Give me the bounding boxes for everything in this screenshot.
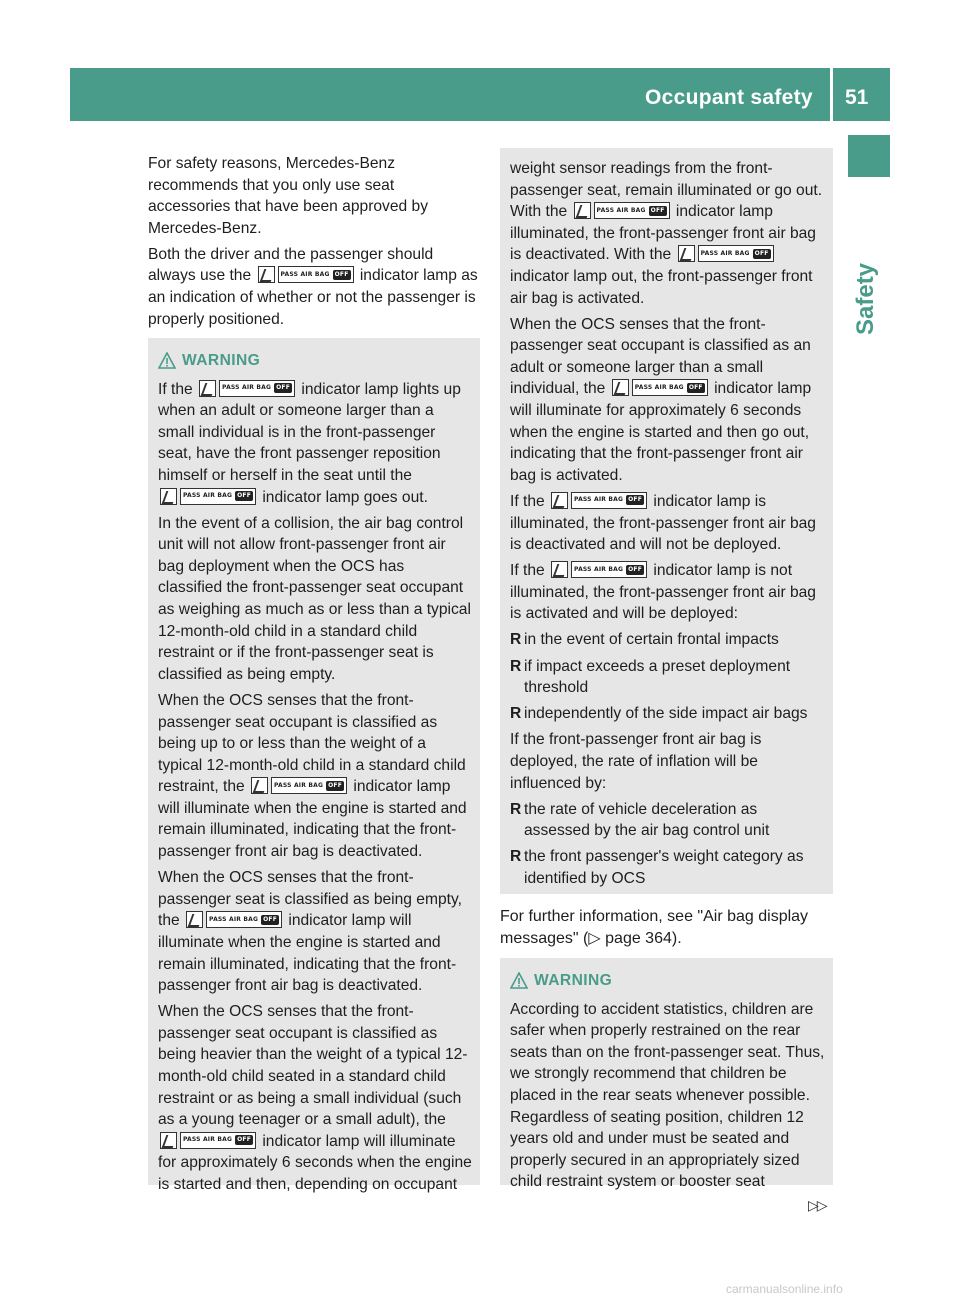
page-reference-arrow-icon: ▷ xyxy=(588,929,601,947)
warning-cont-paragraph-5: If the front-passenger front air bag is deployed, the rate of inflation will be influenced by: xyxy=(510,731,762,792)
section-tab-marker xyxy=(848,135,890,177)
warning-triangle-icon xyxy=(510,972,528,989)
bullet-marker: R xyxy=(510,800,522,818)
bullet-marker: R xyxy=(510,705,522,723)
header-divider xyxy=(830,68,833,121)
bullet-marker: R xyxy=(510,848,522,866)
pass-air-bag-off-indicator xyxy=(160,488,256,505)
pass-air-bag-label: PASS AIR BAG OFF xyxy=(571,561,647,578)
pass-air-bag-off-indicator xyxy=(186,911,282,928)
pass-air-bag-off-indicator xyxy=(160,1132,256,1149)
seat-occupant-icon xyxy=(251,777,268,794)
pass-air-bag-label: PASS AIR BAG OFF xyxy=(698,245,774,262)
pass-air-bag-label: PASS AIR BAG OFF xyxy=(180,1132,256,1149)
pass-air-bag-off-indicator xyxy=(199,380,295,397)
pass-air-bag-off-indicator xyxy=(551,492,647,509)
list-item: R the front passenger's weight category as identified by OCS xyxy=(510,846,825,889)
warning-1-paragraph-2: In the event of a collision, the air bag control unit will not allow front-passenger front air bag deployment when the OCS has classified the front-passenger seat occupant as weighing as much as or less than a typical 12-month-old child in a standard child restraint or if the front-passenger seat is classified as being empty. xyxy=(158,514,471,683)
warning-triangle-icon xyxy=(158,352,176,369)
pass-air-bag-label: PASS AIR BAG OFF xyxy=(632,379,708,396)
bullet-marker: R xyxy=(510,631,522,649)
list-item: R in the event of certain frontal impacts xyxy=(510,629,825,651)
pass-air-bag-off-indicator xyxy=(574,202,670,219)
warning-box-1 xyxy=(148,338,480,1193)
seat-occupant-icon xyxy=(612,379,629,396)
list-item: R the rate of vehicle deceleration as assessed by the air bag control unit xyxy=(510,799,825,842)
pass-air-bag-label: PASS AIR BAG OFF xyxy=(219,380,295,397)
seat-occupant-icon xyxy=(574,202,591,219)
seat-occupant-icon xyxy=(551,492,568,509)
pass-air-bag-off-indicator xyxy=(551,561,647,578)
intro-paragraph-2: Both the driver and the passenger should always use the PASS AIR BAG OFF indicator lamp as an indication of whether or not the passenger is properly positioned. xyxy=(148,245,478,328)
warning-box-1-continued xyxy=(500,148,833,894)
seat-occupant-icon xyxy=(186,911,203,928)
pass-air-bag-label: PASS AIR BAG OFF xyxy=(206,911,282,928)
pass-air-bag-label: PASS AIR BAG OFF xyxy=(571,492,647,509)
intro-text xyxy=(148,153,478,335)
continued-arrow-icon: ▷▷ xyxy=(808,1197,826,1213)
warning-heading-1: WARNING xyxy=(158,350,472,372)
bullet-marker: R xyxy=(510,657,522,675)
warning-2-paragraph-1: According to accident statistics, children are safer when properly restrained on the rear seats than on the front-passenger seat. Thus, we strongly recommend that children be placed in the rear seats whenever possible. Regardless of seating position, children 12 years old and under must be seated and properly secured in an appropriately sized child restraint system or booster seat xyxy=(510,1000,825,1191)
further-info: For further information, see "Air bag display messages" (▷ page 364). xyxy=(500,908,809,947)
pass-air-bag-label: PASS AIR BAG OFF xyxy=(180,488,256,505)
pass-air-bag-off-indicator xyxy=(612,379,708,396)
page-title: Occupant safety xyxy=(645,86,813,109)
pass-air-bag-off-indicator xyxy=(678,245,774,262)
list-item: R independently of the side impact air bags xyxy=(510,703,825,725)
seat-occupant-icon xyxy=(160,488,177,505)
warning-1-paragraph-3: When the OCS senses that the front-passenger seat occupant is classified as being up to or less than the weight of a typical 12-month-old child in a standard child restraint, the PASS AIR BAG OFF indicator lamp will illuminate when the engine is started and remain illuminated, indicating that the front-passenger front air bag is deactivated. xyxy=(158,691,467,861)
seat-occupant-icon xyxy=(199,380,216,397)
warning-heading-2: WARNING xyxy=(510,970,825,992)
warning-cont-paragraph-1: weight sensor readings from the front-passenger seat, remain illuminated or go out. With the PASS AIR BAG OFF indicator lamp illuminated, the front-passenger front air bag is deactivated. With the PASS AIR BAG OFF indicator lamp out, the front-passenger front air bag is activated. xyxy=(510,160,823,307)
warning-cont-paragraph-4: If the PASS AIR BAG OFF indicator lamp is not illuminated, the front-passenger front air bag is activated and will be deployed: xyxy=(510,562,816,623)
seat-occupant-icon xyxy=(258,266,275,283)
warning-cont-paragraph-2: When the OCS senses that the front-passenger seat occupant is classified as an adult or someone larger than a small individual, the PASS AIR BAG OFF indicator lamp will illuminate for approximately 6 seconds when the engine is started and then go out, indicating that the front-passenger front air bag is activated. xyxy=(510,315,812,484)
pass-air-bag-label: PASS AIR BAG OFF xyxy=(271,777,347,794)
pass-air-bag-off-indicator xyxy=(251,777,347,794)
warning-box-2 xyxy=(500,958,833,1191)
intro-paragraph-1: For safety reasons, Mercedes-Benz recommends that you only use seat accessories that have been approved by Mercedes-Benz. xyxy=(148,155,429,237)
seat-occupant-icon xyxy=(160,1132,177,1149)
section-tab-label: Safety xyxy=(852,262,879,335)
watermark: carmanualsonline.info xyxy=(726,1282,843,1296)
pass-air-bag-label: PASS AIR BAG OFF xyxy=(594,202,670,219)
warning-1-paragraph-4: When the OCS senses that the front-passenger seat is classified as being empty, the PASS AIR BAG OFF indicator lamp will illuminate when the engine is started and remain illuminated, indicating that the front-passenger front air bag is deactivated. xyxy=(158,869,462,995)
list-item: R if impact exceeds a preset deployment threshold xyxy=(510,656,825,699)
pass-air-bag-label: PASS AIR BAG OFF xyxy=(278,266,354,283)
seat-occupant-icon xyxy=(551,561,568,578)
seat-occupant-icon xyxy=(678,245,695,262)
page-reference-link[interactable]: page 364). xyxy=(605,929,682,947)
warning-1-paragraph-5: When the OCS senses that the front-passenger seat occupant is classified as being heavier than the weight of a typical 12-month-old child seated in a standard child restraint or as being a small individual (such as a young teenager or a small adult), the PASS AIR BAG OFF indicator lamp will illuminate for approximately 6 seconds when the engine is started and then, depending on occupant xyxy=(158,1003,472,1193)
warning-cont-paragraph-3: If the PASS AIR BAG OFF indicator lamp is illuminated, the front-passenger front air bag is deactivated and will not be deployed. xyxy=(510,492,816,554)
page-number: 51 xyxy=(845,86,869,109)
pass-air-bag-off-indicator xyxy=(258,266,354,283)
warning-1-paragraph-1: If the PASS AIR BAG OFF indicator lamp lights up when an adult or someone larger than a small individual is in the front-passenger seat, have the front passenger reposition himself or herself in the seat until the PASS AIR BAG OFF indicator lamp goes out. xyxy=(158,380,461,506)
